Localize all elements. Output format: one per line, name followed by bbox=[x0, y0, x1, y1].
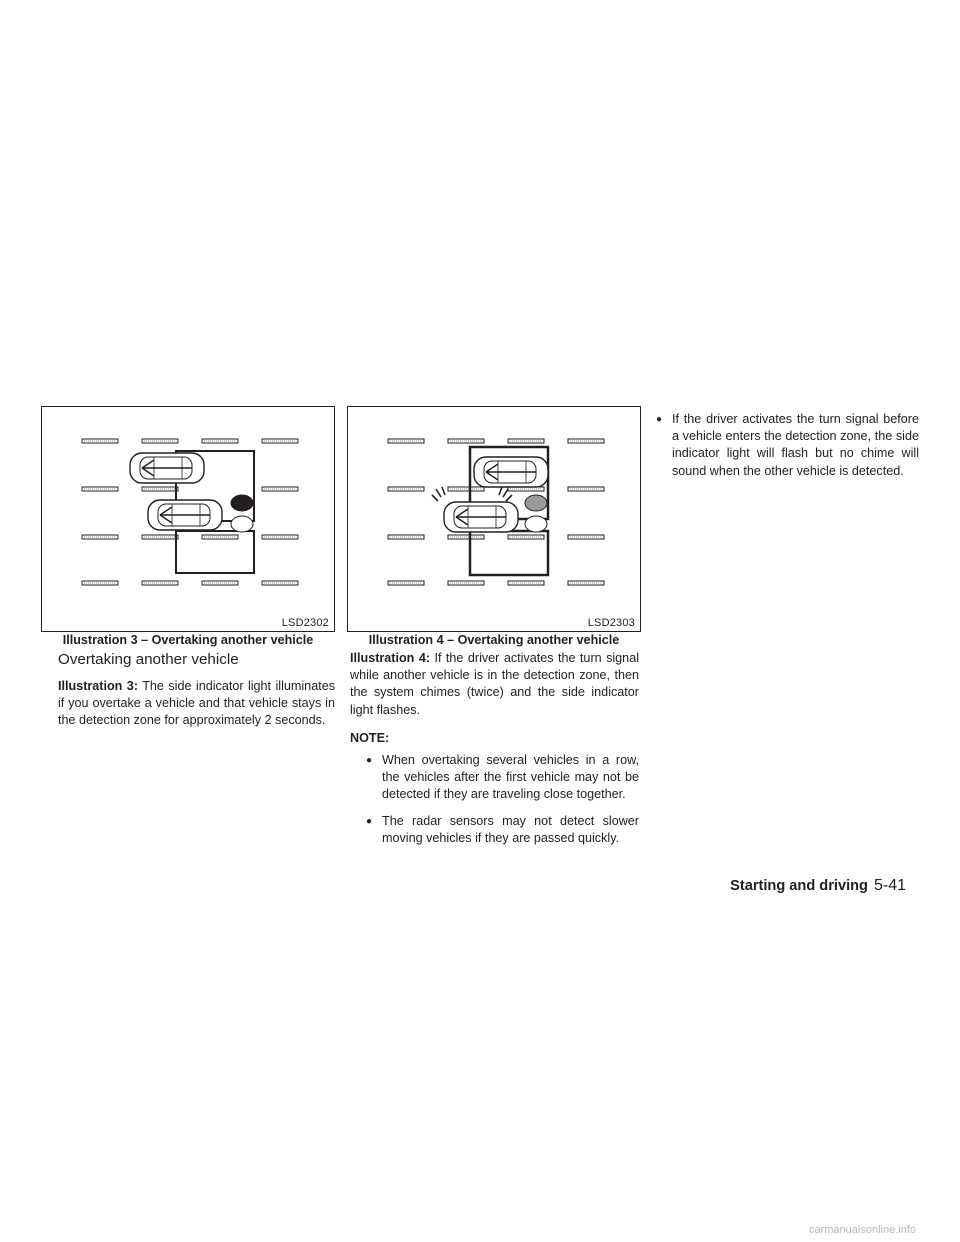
side-indicator-light-icon bbox=[525, 516, 547, 532]
side-indicator-light-icon bbox=[231, 516, 253, 532]
paragraph-text: If the driver activates the turn signal while another vehicle is in the detection zone, then the system chimes (twice) and the side indicator light flashes. bbox=[350, 651, 639, 717]
page-footer bbox=[730, 877, 906, 895]
list-item-text: The radar sensors may not detect slower moving vehicles if they are passed quickly. bbox=[382, 813, 639, 845]
illustration-4-diagram bbox=[348, 407, 640, 631]
turn-signal-flash-mark bbox=[436, 489, 441, 497]
bullet-icon: ● bbox=[366, 755, 373, 766]
figure-code: LSD2302 bbox=[281, 617, 329, 629]
paragraph-illustration-3 bbox=[58, 678, 335, 730]
side-indicator-light-icon bbox=[525, 495, 547, 511]
note-label: NOTE: bbox=[350, 731, 390, 745]
right-bullet-list bbox=[656, 411, 919, 489]
turn-signal-flash-mark bbox=[503, 489, 508, 497]
list-item-text: If the driver activates the turn signal before a vehicle enters the detection zone, the side indicator light will flash but no chime will sound when the other vehicle is detected. bbox=[672, 412, 919, 478]
turn-signal-flash-mark bbox=[442, 487, 445, 495]
vehicle bbox=[444, 502, 518, 532]
figure-illustration-4 bbox=[347, 406, 641, 632]
detection-zone bbox=[470, 531, 548, 575]
list-item bbox=[656, 411, 919, 480]
list-item bbox=[366, 813, 639, 847]
turn-signal-flash-mark bbox=[499, 487, 502, 495]
figure-illustration-3 bbox=[41, 406, 335, 632]
figure-caption-3: Illustration 3 – Overtaking another vehicle bbox=[62, 633, 314, 647]
figure-code: LSD2303 bbox=[587, 617, 635, 629]
watermark: carmanualsonline.info bbox=[808, 1224, 916, 1236]
illustration-3-diagram bbox=[42, 407, 334, 631]
vehicle bbox=[148, 500, 222, 530]
turn-signal-flash-mark bbox=[506, 495, 512, 501]
bullet-icon: ● bbox=[656, 414, 663, 425]
list-item-text: When overtaking several vehicles in a row, the vehicles after the first vehicle may not be detected if they are traveling close together. bbox=[382, 753, 639, 802]
paragraph-lead: Illustration 4: bbox=[350, 651, 431, 665]
paragraph-illustration-4 bbox=[350, 650, 639, 719]
section-heading: Overtaking another vehicle bbox=[58, 651, 239, 668]
figure-caption-4: Illustration 4 – Overtaking another vehicle bbox=[368, 633, 620, 647]
vehicle bbox=[474, 457, 548, 487]
paragraph-text: The side indicator light illuminates if you overtake a vehicle and that vehicle stays in the detection zone for approximately 2 seconds. bbox=[58, 679, 335, 728]
note-bullet-list bbox=[366, 752, 639, 856]
footer-page-number: 5-41 bbox=[873, 877, 906, 894]
turn-signal-flash-mark bbox=[432, 495, 438, 501]
list-item bbox=[366, 752, 639, 804]
paragraph-lead: Illustration 3: bbox=[58, 679, 139, 693]
footer-chapter: Starting and driving bbox=[730, 878, 868, 894]
vehicle bbox=[130, 453, 204, 483]
side-indicator-light-icon bbox=[231, 495, 253, 511]
bullet-icon: ● bbox=[366, 815, 373, 827]
